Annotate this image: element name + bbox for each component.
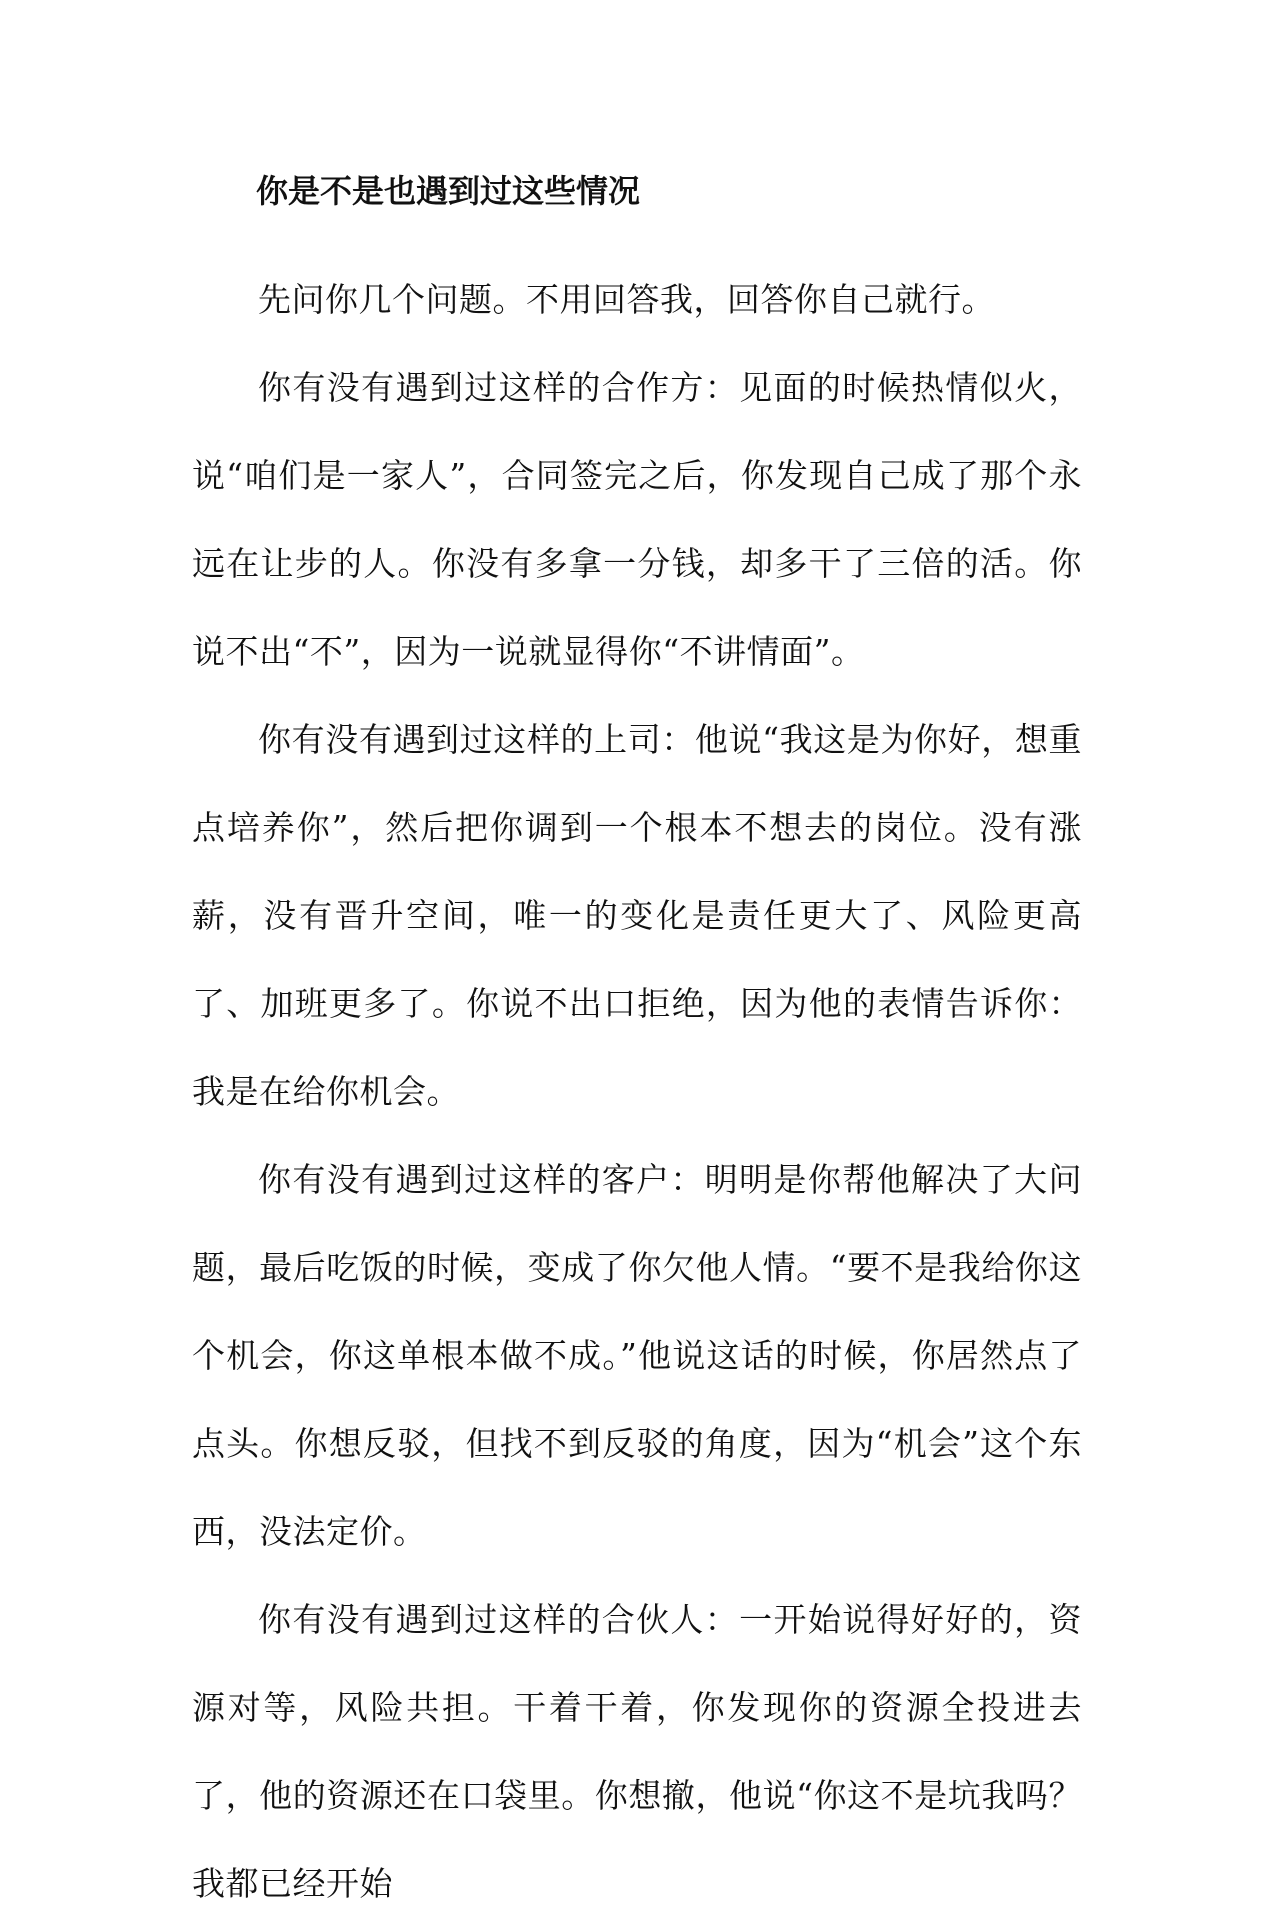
section-heading: 你是不是也遇到过这些情况 — [256, 172, 641, 210]
document-body — [192, 170, 1082, 1928]
paragraph-intro: 先问你几个问题。不用回答我，回答你自己就行。 — [258, 280, 995, 319]
paragraph-partner: 你有没有遇到过这样的合作方：见面的时候热情似火，说“咱们是一家人”，合同签完之后，你发现自己成了那个永远在让步的人。你没有多拿一分钱，却多干了三倍的活。你说不出“不”，因为一说就显得你“不讲情面”。 — [192, 368, 1082, 671]
paragraph-boss: 你有没有遇到过这样的上司：他说“我这是为你好，想重点培养你”，然后把你调到一个根本不想去的岗位。没有涨薪，没有晋升空间，唯一的变化是责任更大了、风险更高了、加班更多了。你说不出口拒绝，因为他的表情告诉你：我是在给你机会。 — [192, 720, 1082, 1111]
paragraph-client: 你有没有遇到过这样的客户：明明是你帮他解决了大问题，最后吃饭的时候，变成了你欠他人情。“要不是我给你这个机会，你这单根本做不成。”他说这话的时候，你居然点了点头。你想反驳，但找不到反驳的角度，因为“机会”这个东西，没法定价。 — [192, 1160, 1082, 1551]
paragraph-cofounder: 你有没有遇到过这样的合伙人：一开始说得好好的，资源对等，风险共担。干着干着，你发现你的资源全投进去了，他的资源还在口袋里。你想撤，他说“你这不是坑我吗？我都已经开始 — [192, 1600, 1082, 1903]
